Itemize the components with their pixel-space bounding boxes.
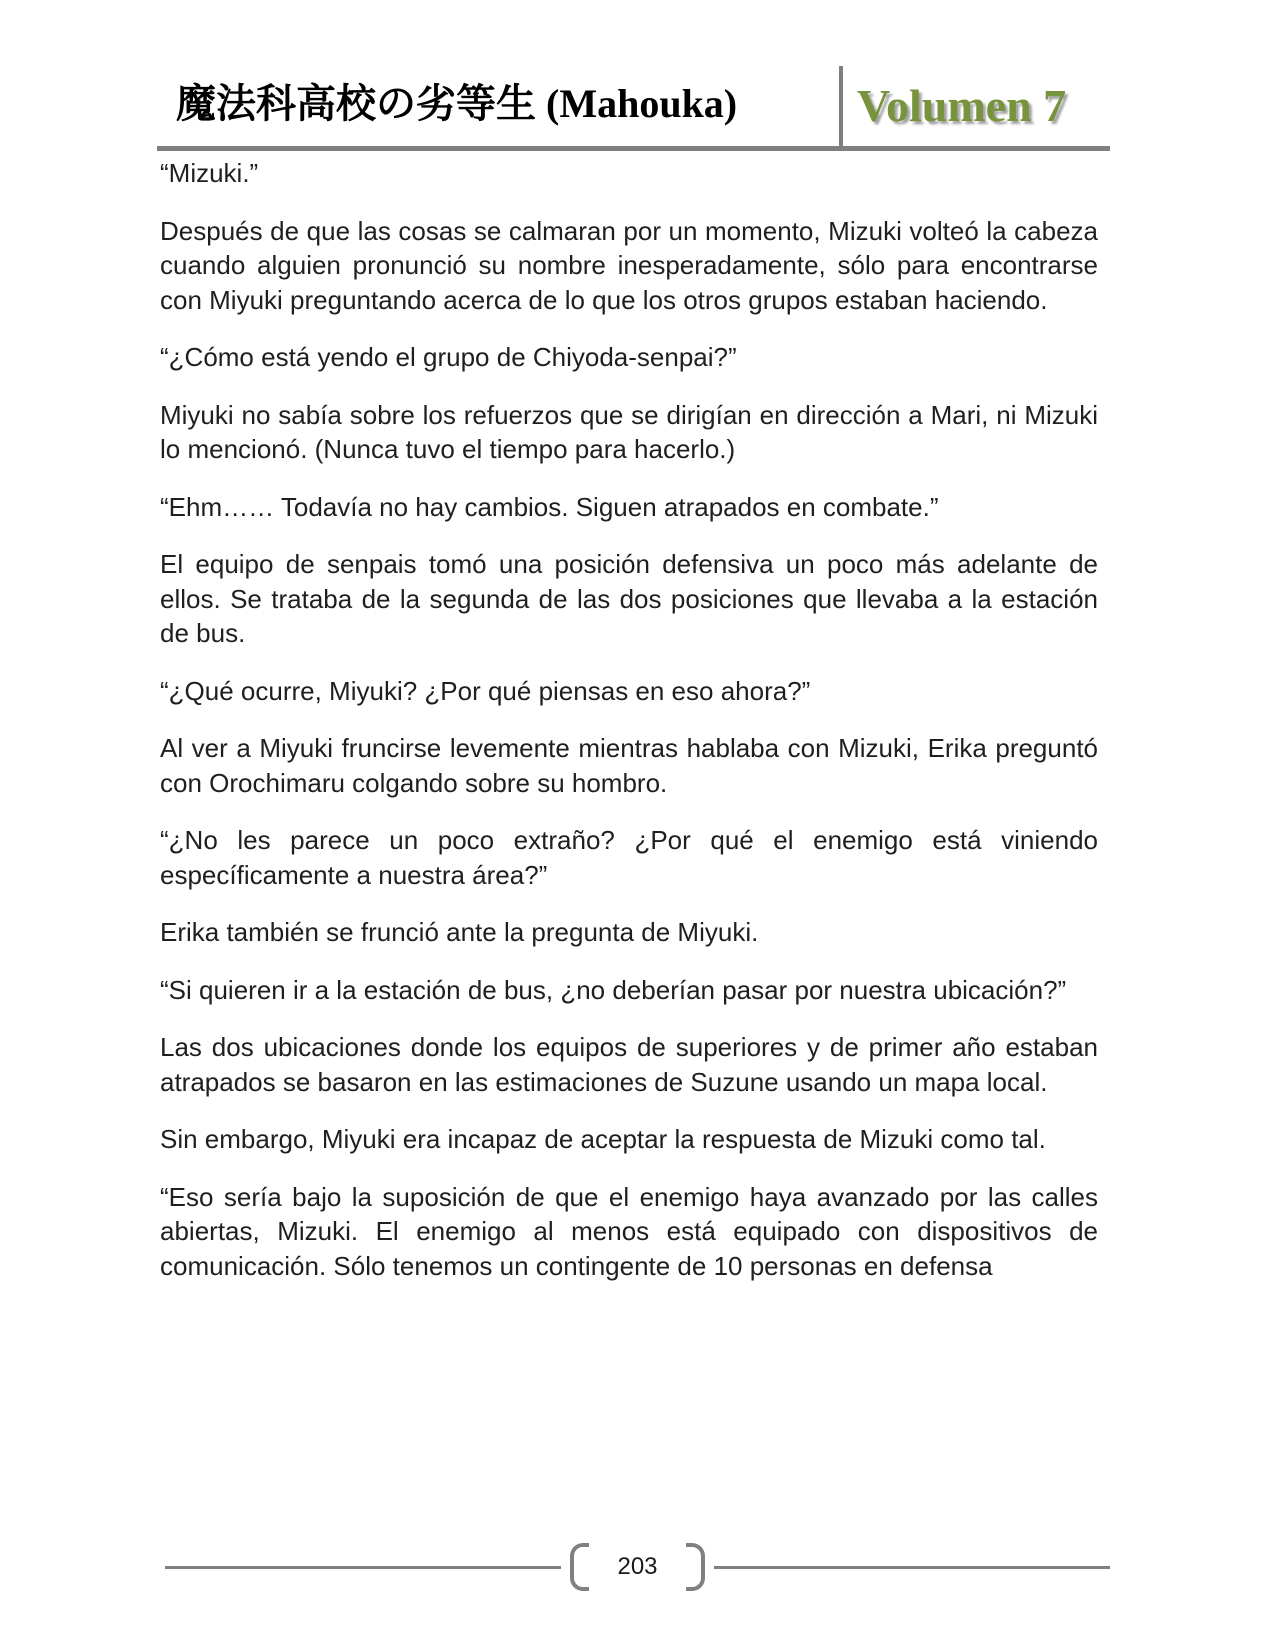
footer-line-left — [165, 1566, 561, 1569]
page-number-bracket-right — [686, 1543, 705, 1591]
paragraph: “¿Qué ocurre, Miyuki? ¿Por qué piensas en eso ahora?” — [160, 675, 811, 706]
paragraph: “Ehm…… Todavía no hay cambios. Siguen atrapados en combate.” — [160, 491, 939, 522]
paragraph: El equipo de senpais tomó una posición defensiva un poco más adelante de ellos. Se trataba de la segunda de las dos posiciones que llevaba a la estación de bus. — [160, 549, 1098, 648]
paragraph: “Si quieren ir a la estación de bus, ¿no deberían pasar por nuestra ubicación?” — [160, 974, 1067, 1005]
page-number-bracket-left — [570, 1543, 589, 1591]
paragraph: Después de que las cosas se calmaran por un momento, Mizuki volteó la cabeza cuando alguien pronunció su nombre inesperadamente, sólo para encontrarse con Miyuki preguntando acerca de lo que los otros grupos estaban haciendo. — [160, 215, 1098, 315]
paragraph: “Eso sería bajo la suposición de que el enemigo haya avanzado por las calles abiertas, Mizuki. El enemigo al menos está equipado con dispositivos de comunicación. Sólo tenemos un contingente de 10 personas en defensa — [160, 1181, 1098, 1281]
paragraph: Miyuki no sabía sobre los refuerzos que se dirigían en dirección a Mari, ni Mizuki lo mencionó. (Nunca tuvo el tiempo para hacerlo.) — [160, 399, 1098, 464]
footer-line-right — [714, 1566, 1110, 1569]
header-horizontal-rule — [157, 146, 1110, 151]
paragraph: “¿Cómo está yendo el grupo de Chiyoda-senpai?” — [160, 342, 737, 372]
page-header-title: 魔法科高校の劣等生 (Mahouka) — [176, 81, 738, 126]
paragraph: Al ver a Miyuki fruncirse levemente mientras hablaba con Mizuki, Erika preguntó con Orochimaru colgando sobre su hombro. — [160, 733, 1098, 798]
volume-label: Volumen 7 — [857, 80, 1067, 131]
paragraph: “¿No les parece un poco extraño? ¿Por qué el enemigo está viniendo específicamente a nuestra área?” — [160, 825, 1098, 890]
paragraph: “Mizuki.” — [160, 158, 259, 188]
paragraph: Erika también se frunció ante la pregunta de Miyuki. — [160, 917, 759, 947]
paragraph: Las dos ubicaciones donde los equipos de superiores y de primer año estaban atrapados se basaron en las estimaciones de Suzune usando un mapa local. — [160, 1032, 1098, 1097]
text-body — [160, 156, 1098, 1306]
page-footer — [165, 1541, 1110, 1593]
header-vertical-divider — [839, 66, 843, 146]
page-number: 203 — [617, 1553, 658, 1580]
paragraph: Sin embargo, Miyuki era incapaz de aceptar la respuesta de Mizuki como tal. — [160, 1124, 1046, 1154]
